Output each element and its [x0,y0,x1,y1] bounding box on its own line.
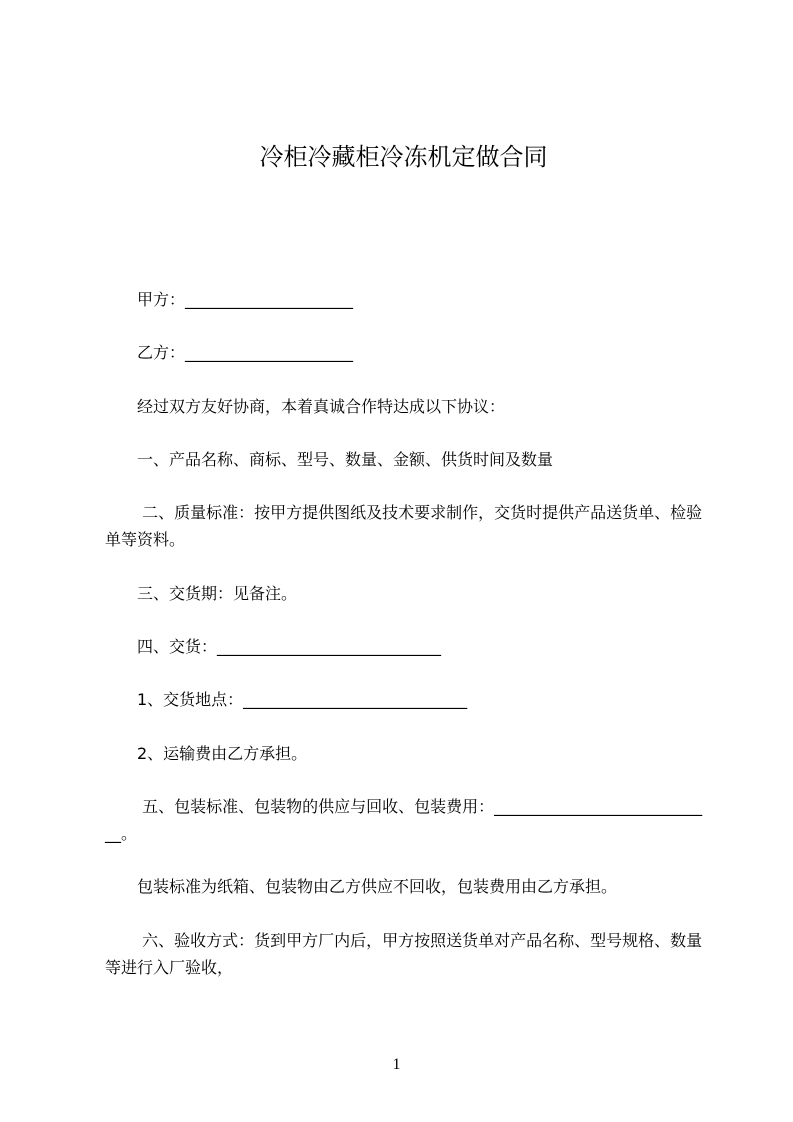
party-b-paragraph [105,340,702,367]
clause-4-2-line: 2、运输费由乙方承担。 [137,743,308,763]
clause-5-note-paragraph [105,874,702,901]
clause-4-1-line: 1、交货地点：____________________________ [137,690,468,710]
clause-6-line-1: 六、验收方式：货到甲方厂内后，甲方按照送货单对产品名称、型号规格、数量 [137,930,703,950]
clause-2-paragraph [105,500,702,553]
clause-2-line-1: 二、质量标准：按甲方提供图纸及技术要求制作，交货时提供产品送货单、检验 [137,503,703,523]
document-title: 冷柜冷藏柜冷冻机定做合同 [259,143,548,171]
clause-2-line-2: 单等资料。 [105,530,186,550]
clause-3-line: 三、交货期：见备注。 [137,583,298,603]
clause-6-line-2: 等进行入厂验收， [105,957,234,977]
preamble-line: 经过双方友好协商，本着真诚合作特达成以下协议： [137,396,506,416]
clause-5-line-2: __。 [105,824,138,843]
clause-4-2-paragraph [105,741,702,768]
clause-4-1-paragraph [105,687,702,714]
clause-1-line: 一、产品名称、商标、型号、数量、金额、供货时间及数量 [137,449,554,469]
clause-5-paragraph [105,794,702,847]
clause-5-line-1: 五、包装标准、包装物的供应与回收、包装费用：__________________________ [137,797,703,817]
clause-3-paragraph [105,581,702,608]
clause-4-line: 四、交货：____________________________ [137,636,442,656]
clause-6-paragraph [105,928,702,981]
clause-5-note-line: 包装标准为纸箱、包装物由乙方供应不回收，包装费用由乙方承担。 [137,877,618,897]
page-number: 1 [392,1056,401,1073]
party-a-paragraph [105,287,702,314]
party-a-line: 甲方：_____________________ [137,289,354,309]
document-body [105,287,702,1008]
preamble-paragraph [105,394,702,421]
clause-4-paragraph [105,634,702,661]
clause-1-paragraph [105,447,702,474]
party-b-line: 乙方：_____________________ [137,343,354,363]
